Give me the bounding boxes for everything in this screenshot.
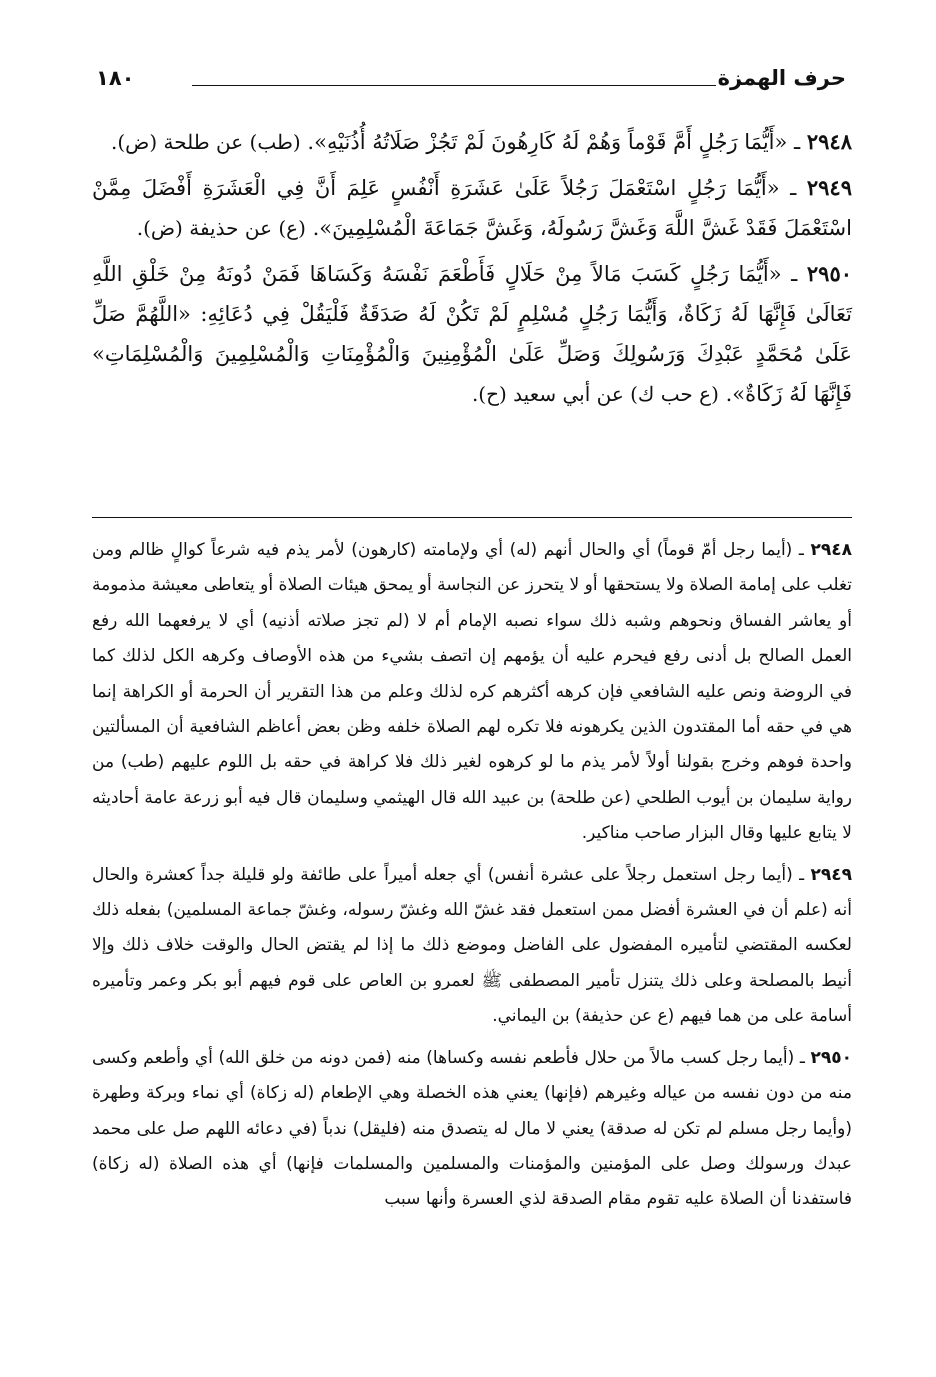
commentary-2950: ٢٩٥٠ ـ (أيما رجل كسب مالاً من حلال فأطعم نفسه وكساها) منه (فمن دونه من خلق الله) أي وأطعم وكسى منه من دون نفسه من عياله وغيرهم (فإنها) يعني هذه الخصلة وهي الإطعام (له زكاة) أي نماء وبركة وطهرة (وأيما رجل مسلم لم تكن له صدقة) يعني لا مال له يتصدق منه (فليقل) ندباً (في دعائه اللهم صل على محمد عبدك ورسولك وصل على المؤمنين والمؤمنات والمسلمين والمسلمات فإنها) أي هذه الصلاة (له زكاة) فاستفدنا أن الصلاة عليه تقوم مقام الصدقة لذي العسرة وأنها سبب: [92, 1047, 852, 1210]
commentary-text: (أيما رجل استعمل رجلاً على عشرة أنفس) أي جعله أميراً على طائفة ولو قليلة جداً كعشرة والحال أنه (علم أن في العشرة أفضل ممن استعمل فقد غشّ الله وغشّ رسوله، وغشّ جماعة المسلمين) بفعله ذلك لعكسه المقتضي لتأميره المفضول على الفاضل وموضع ذلك ما إذا لم يقتض الحال والوقت خلاف ذلك وإلا أنيط بالمصلحة وعلى ذلك يتنزل تأمير المصطفى ﷺ لعمرو بن العاص على قوم فيهم أبو بكر وعمر وتأميره أسامة على من هما فيهم (ع عن حذيفة) بن اليماني.: [92, 864, 852, 1027]
running-title: حرف الهمزة: [717, 66, 846, 90]
hadith-text: «أَيُّمَا رَجُلٍ اسْتَعْمَلَ رَجُلاً عَلَىٰ عَشَرَةِ أَنْفُسٍ عَلِمَ أَنَّ فِي الْعَشَرَةِ أَفْضَلَ مِمَّنْ اسْتَعْمَلَ فَقَدْ غَشَّ اللَّهَ وَغَشَّ رَسُولَهُ، وَغَشَّ جَمَاعَةَ الْمُسْلِمِينَ».: [92, 176, 852, 240]
commentary-section: [92, 533, 852, 1224]
page-header: [96, 62, 846, 102]
hadith-2950: ٢٩٥٠ ـ «أَيُّمَا رَجُلٍ كَسَبَ مَالاً مِنْ حَلَالٍ فَأَطْعَمَ نَفْسَهُ وَكَسَاهَا فَمَنْ دُونَهُ مِنْ خَلْقِ اللَّهِ تَعَالَىٰ فَإِنَّهَا لَهُ زَكَاةٌ، وَأَيُّمَا رَجُلٍ مُسْلِمٍ لَمْ تَكُنْ لَهُ صَدَقَةٌ فَلْيَقُلْ فِي دُعَائِهِ: «اللَّهُمَّ صَلِّ عَلَىٰ مُحَمَّدٍ عَبْدِكَ وَرَسُولِكَ وَصَلِّ عَلَىٰ الْمُؤْمِنِينَ وَالْمُؤْمِنَاتِ وَالْمُسْلِمِينَ وَالْمُسْلِمَاتِ» فَإِنَّهَا لَهُ زَكَاةٌ». (ع حب ك) عن أبي سعيد (ح).: [92, 261, 853, 406]
header-rule: [192, 85, 716, 86]
hadith-source: (ع حب ك) عن أبي سعيد (ح).: [471, 382, 719, 406]
hadith-text: «أَيُّمَا رَجُلٍ كَسَبَ مَالاً مِنْ حَلَالٍ فَأَطْعَمَ نَفْسَهُ وَكَسَاهَا فَمَنْ دُونَهُ مِنْ خَلْقِ اللَّهِ تَعَالَىٰ فَإِنَّهَا لَهُ زَكَاةٌ، وَأَيُّمَا رَجُلٍ مُسْلِمٍ لَمْ تَكُنْ لَهُ صَدَقَةٌ فَلْيَقُلْ فِي دُعَائِهِ: «اللَّهُمَّ صَلِّ عَلَىٰ مُحَمَّدٍ عَبْدِكَ وَرَسُولِكَ وَصَلِّ عَلَىٰ الْمُؤْمِنِينَ وَالْمُؤْمِنَاتِ وَالْمُسْلِمِينَ وَالْمُسْلِمَاتِ» فَإِنَّهَا لَهُ زَكَاةٌ».: [92, 262, 852, 406]
commentary-2949: ٢٩٤٩ ـ (أيما رجل استعمل رجلاً على عشرة أنفس) أي جعله أميراً على طائفة ولو قليلة جداً كعشرة والحال أنه (علم أن في العشرة أفضل ممن استعمل فقد غشّ الله وغشّ رسوله، وغشّ جماعة المسلمين) بفعله ذلك لعكسه المقتضي لتأميره المفضول على الفاضل وموضع ذلك ما إذا لم يقتض الحال والوقت خلاف ذلك وإلا أنيط بالمصلحة وعلى ذلك يتنزل تأمير المصطفى ﷺ لعمرو بن العاص على قوم فيهم أبو بكر وعمر وتأميره أسامة على من هما فيهم (ع عن حذيفة) بن اليماني.: [92, 864, 852, 1027]
hadith-source: (ع) عن حذيفة (ض).: [136, 216, 306, 240]
hadith-source: (طب) عن طلحة (ض).: [111, 130, 301, 154]
hadith-text-section: [92, 122, 852, 420]
section-divider: [92, 517, 852, 518]
commentary-text: (أيما رجل أمّ قوماً) أي والحال أنهم (له) أي ولإمامته (كارهون) لأمر يذم فيه شرعاً كوالٍ ظالم ومن تغلب على إمامة الصلاة ولا يستحقها أو لا يتحرز عن النجاسة أو يمحق هيئات الصلاة أو يتعاطى معيشة مذمومة أو يعاشر الفساق ونحوهم وشبه ذلك سواء نصبه الإمام أم لا (لم تجز صلاته أذنيه) أي لا يرفعهما الله رفع العمل الصالح بل أدنى رفع فيحرم عليه أن يؤمهم إن اتصف بشيء من هذه الأوصاف وكرهه الكل لذلك كما في الروضة ونص عليه الشافعي فإن كرهه أكثرهم كره لذلك وعلم من هذا التقرير أن الحرمة أو الكراهة إنما هي في حقه أما المقتدون الذين يكرهونه فلا تكره لهم الصلاة خلفه وظن بعض أعاظم الشافعية أن المسألتين واحدة فوهم وخرج بقولنا أولاً لأمر يذم ما لو كرهوه لغير ذلك فلا كراهة في حقه بل اللوم عليهم (طب) من رواية سليمان بن أيوب الطلحي (عن طلحة) بن عبيد الله قال الهيثمي وسليمان قال فيه أبو زرعة عامة أحاديثه لا يتابع عليها وقال البزار صاحب مناكير.: [92, 540, 852, 844]
hadith-number: ٢٩٥٠: [806, 261, 853, 286]
commentary-text: (أيما رجل كسب مالاً من حلال فأطعم نفسه وكساها) منه (فمن دونه من خلق الله) أي وأطعم وكسى منه من دون نفسه من عياله وغيرهم (فإنها) يعني هذه الخصلة وهي الإطعام (له زكاة) أي نماء وبركة وطهرة (وأيما رجل مسلم لم تكن له صدقة) يعني لا مال له يتصدق منه (فليقل) ندباً (في دعائه اللهم صل على محمد عبدك ورسولك وصل على المؤمنين والمؤمنات والمسلمين والمسلمات فإنها) أي هذه الصلاة (له زكاة) فاستفدنا أن الصلاة عليه تقوم مقام الصدقة لذي العسرة وأنها سبب: [92, 1047, 852, 1210]
hadith-text: «أَيُّمَا رَجُلٍ أَمَّ قَوْماً وَهُمْ لَهُ كَارِهُونَ لَمْ تَجُزْ صَلَاتُهُ أُذُنَيْهِ».: [307, 130, 788, 154]
hadith-number: ٢٩٤٩: [806, 175, 852, 200]
commentary-number: ٢٩٤٨: [810, 540, 853, 560]
page-number: ١٨٠: [96, 66, 135, 90]
commentary-number: ٢٩٤٩: [810, 864, 852, 885]
commentary-2948: ٢٩٤٨ ـ (أيما رجل أمّ قوماً) أي والحال أنهم (له) أي ولإمامته (كارهون) لأمر يذم فيه شرعاً كوالٍ ظالم ومن تغلب على إمامة الصلاة ولا يستحقها أو لا يتحرز عن النجاسة أو يمحق هيئات الصلاة أو يتعاطى معيشة مذمومة أو يعاشر الفساق ونحوهم وشبه ذلك سواء نصبه الإمام أم لا (لم تجز صلاته أذنيه) أي لا يرفعهما الله رفع العمل الصالح بل أدنى رفع فيحرم عليه أن يؤمهم إن اتصف بشيء من هذه الأوصاف وكرهه الكل لذلك كما في الروضة ونص عليه الشافعي فإن كرهه أكثرهم كره لذلك وعلم من هذا التقرير أن الحرمة أو الكراهة إنما هي في حقه أما المقتدون الذين يكرهونه فلا تكره لهم الصلاة خلفه وظن بعض أعاظم الشافعية أن المسألتين واحدة فوهم وخرج بقولنا أولاً لأمر يذم ما لو كرهوه لغير ذلك فلا كراهة في حقه بل اللوم عليهم (طب) من رواية سليمان بن أيوب الطلحي (عن طلحة) بن عبيد الله قال الهيثمي وسليمان قال فيه أبو زرعة عامة أحاديثه لا يتابع عليها وقال البزار صاحب مناكير.: [92, 540, 853, 844]
hadith-number: ٢٩٤٨: [806, 129, 852, 154]
hadith-2948: ٢٩٤٨ ـ «أَيُّمَا رَجُلٍ أَمَّ قَوْماً وَهُمْ لَهُ كَارِهُونَ لَمْ تَجُزْ صَلَاتُهُ أُذُنَيْهِ». (طب) عن طلحة (ض).: [111, 129, 852, 154]
hadith-2949: ٢٩٤٩ ـ «أَيُّمَا رَجُلٍ اسْتَعْمَلَ رَجُلاً عَلَىٰ عَشَرَةِ أَنْفُسٍ عَلِمَ أَنَّ فِي الْعَشَرَةِ أَفْضَلَ مِمَّنْ اسْتَعْمَلَ فَقَدْ غَشَّ اللَّهَ وَغَشَّ رَسُولَهُ، وَغَشَّ جَمَاعَةَ الْمُسْلِمِينَ». (ع) عن حذيفة (ض).: [92, 175, 852, 240]
commentary-number: ٢٩٥٠: [810, 1047, 852, 1068]
